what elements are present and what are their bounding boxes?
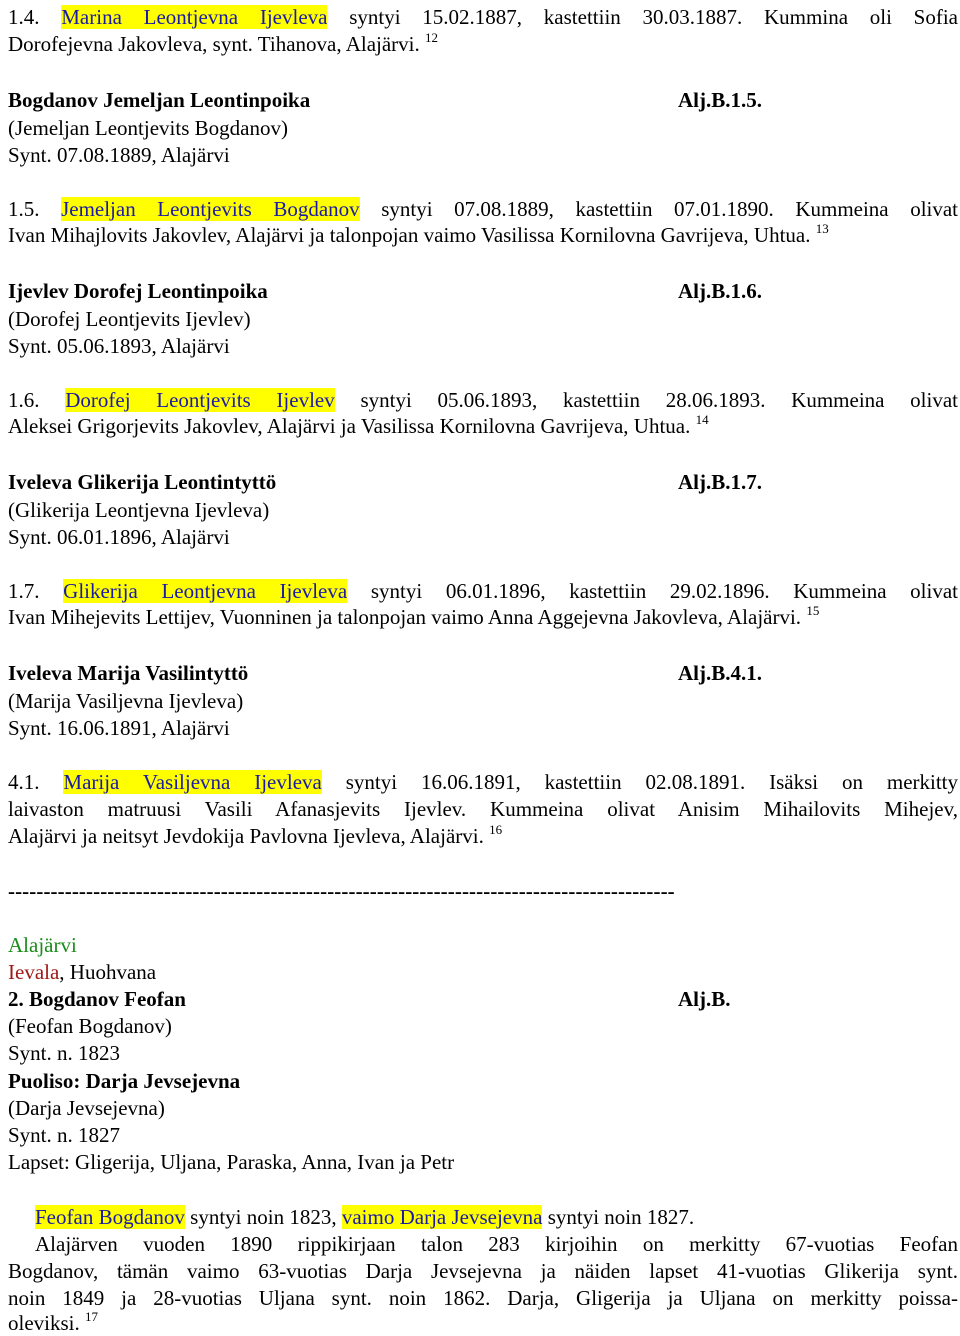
archive-code: Alj.B. [678, 987, 731, 1011]
person-alt-name: (Glikerija Leontjevna Ijevleva) [8, 498, 270, 522]
entry-1-7-line2: Ivan Mihejevits Lettijev, Vuonninen ja talonpojan vaimo Anna Aggejevna Jakovleva, Alajärvi. $^{15}$ [8, 603, 820, 629]
entry-4-1-line3: Alajärvi ja neitsyt Jevdokija Pavlovna Ijevleva, Alajärvi. $^{16}$ [8, 822, 503, 848]
footnote-ref: 13 [815, 221, 829, 236]
footnote-ref: 12 [425, 30, 439, 45]
village-line: Ievala, Huohvana [8, 960, 157, 984]
parish-name: Alajärvi [8, 933, 77, 957]
person-heading: Iveleva Marija Vasilintyttö [8, 661, 249, 685]
person-birth: Synt. 07.08.1889, Alajärvi [8, 143, 230, 167]
person-name-highlight: Marija Vasiljevna Ijevleva [63, 770, 322, 794]
entry-2-para-line3: noin 1849 ja 28-vuotias Uljana synt. noin 1862. Darja, Gligerija ja Uljana on merkitty poissa- [8, 1286, 958, 1310]
person-name-highlight: Dorofej Leontjevits Ijevlev [65, 388, 335, 412]
footnote-ref: 17 [85, 1309, 98, 1324]
archive-code: Alj.B.1.5. [678, 88, 762, 112]
entry-1-6-line2: Aleksei Grigorjevits Jakovlev, Alajärvi ja Vasilissa Kornilovna Gavrijeva, Uhtua. $^{14}$ [8, 412, 709, 438]
entry-2-para-line1: Alajärven vuoden 1890 rippikirjaan talon 283 kirjoihin on merkitty 67-vuotias Feofan [35, 1232, 958, 1256]
person-birth: Synt. 16.06.1891, Alajärvi [8, 716, 230, 740]
spouse-heading: Puoliso: Darja Jevsejevna [8, 1069, 241, 1093]
person-heading: Iveleva Glikerija Leontintyttö [8, 470, 277, 494]
person-heading: Ijevlev Dorofej Leontinpoika [8, 279, 268, 303]
person-name-highlight: Glikerija Leontjevna Ijevleva [63, 579, 348, 603]
spouse-alt-name: (Darja Jevsejevna) [8, 1096, 165, 1120]
person-birth: Synt. 05.06.1893, Alajärvi [8, 334, 230, 358]
person-alt-name: (Jemeljan Leontjevits Bogdanov) [8, 116, 288, 140]
archive-code: Alj.B.1.6. [678, 279, 762, 303]
spouse-name-highlight: vaimo Darja Jevsejevna [341, 1205, 543, 1229]
entry-1-6-line1: 1.6. Dorofej Leontjevits Ijevlev syntyi 05.06.1893, kastettiin 28.06.1893. Kummeina olivat [8, 388, 959, 412]
person-heading: Bogdanov Jemeljan Leontinpoika [8, 88, 311, 112]
archive-code: Alj.B.4.1. [678, 661, 762, 685]
entry-4-1-line1: 4.1. Marija Vasiljevna Ijevleva syntyi 16.06.1891, kastettiin 02.08.1891. Isäksi on merkitty [8, 770, 959, 794]
footnote-ref: 15 [806, 603, 820, 618]
person-name-highlight: Jemeljan Leontjevits Bogdanov [61, 197, 360, 221]
entry-1-7-line1: 1.7. Glikerija Leontjevna Ijevleva syntyi 06.01.1896, kastettiin 29.02.1896. Kummeina olivat [8, 579, 959, 603]
person-birth: Synt. n. 1823 [8, 1041, 121, 1065]
person-birth: Synt. 06.01.1896, Alajärvi [8, 525, 230, 549]
entry-4-1-line2: laivaston matruusi Vasili Afanasjevits Ijevlev. Kummeina olivat Anisim Mihailovits Mihejev, [8, 797, 958, 821]
spouse-birth: Synt. n. 1827 [8, 1123, 121, 1147]
person-alt-name: (Feofan Bogdanov) [8, 1014, 172, 1038]
children-list: Lapset: Gligerija, Uljana, Paraska, Anna, Ivan ja Petr [8, 1150, 455, 1174]
person-alt-name: (Dorofej Leontjevits Ijevlev) [8, 307, 251, 331]
entry-2-line1: Feofan Bogdanov syntyi noin 1823, vaimo Darja Jevsejevna syntyi noin 1827. [35, 1205, 695, 1229]
entry-1-4-line2: Dorofejevna Jakovleva, synt. Tihanova, Alajärvi. $^{12}$ [8, 30, 439, 56]
entry-2-para-line2: Bogdanov, tämän vaimo 63-vuotias Darja Jevsejevna ja näiden lapset 41-vuotias Glikerija synt. [8, 1259, 958, 1283]
person-alt-name: (Marija Vasiljevna Ijevleva) [8, 689, 244, 713]
entry-1-4-line1: 1.4. Marina Leontjevna Ijevleva syntyi 15.02.1887, kastettiin 30.03.1887. Kummina oli Sofia [8, 5, 958, 29]
person-name-highlight: Feofan Bogdanov [35, 1205, 185, 1229]
section-separator: ---------------------------------------------------------------------------------------------- [8, 879, 675, 903]
archive-code: Alj.B.1.7. [678, 470, 762, 494]
person-heading: 2. Bogdanov Feofan [8, 987, 186, 1011]
village-name: Ievala [8, 960, 60, 984]
person-name-highlight: Marina Leontjevna Ijevleva [61, 5, 328, 29]
entry-1-5-line2: Ivan Mihajlovits Jakovlev, Alajärvi ja talonpojan vaimo Vasilissa Kornilovna Gavrijeva, Uhtua. $^{13}$ [8, 221, 829, 247]
entry-1-5-line1: 1.5. Jemeljan Leontjevits Bogdanov syntyi 07.08.1889, kastettiin 07.01.1890. Kummeina olivat [8, 197, 959, 221]
entry-2-para-line4: oleviksi. $^{17}$ [8, 1309, 98, 1335]
footnote-ref: 16 [489, 822, 503, 837]
footnote-ref: 14 [695, 412, 709, 427]
